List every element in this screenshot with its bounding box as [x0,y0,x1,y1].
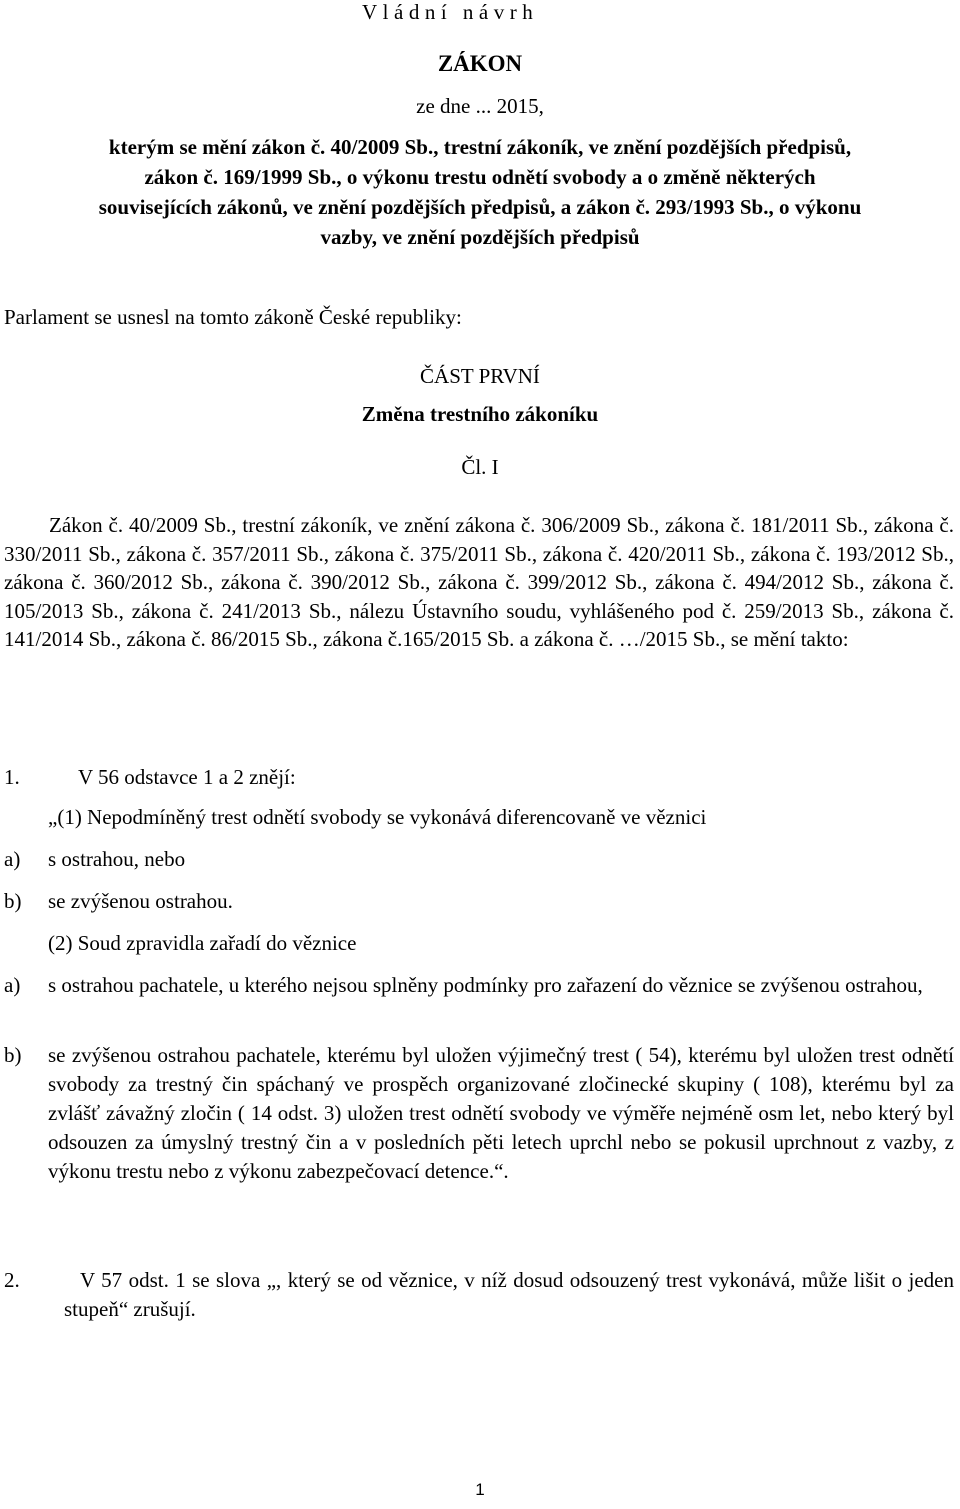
article-intro-paragraph: Zákon č. 40/2009 Sb., trestní zákoník, ve znění zákona č. 306/2009 Sb., zákona č. 181/2011 Sb., zákona č. 330/2011 Sb., zákona č. 357/2011 Sb., zákona č. 375/2011 Sb., zákona č. 420/2011 Sb., zákona č. 193/2012 Sb., zákona č. 360/2012 Sb., zákona č. 390/2012 Sb., zákona č. 399/2012 Sb., zákona č. 494/2012 Sb., zákona č. 105/2013 Sb., zákona č. 241/2013 Sb., nálezu Ústavního soudu, vyhlášeného pod č. 259/2013 Sb., zákona č. 141/2014 Sb., zákona č. 86/2015 Sb., zákona č.165/2015 Sb. a zákona č. …/2015 Sb., se mění takto: [4,513,954,651]
list-letter: a) [4,973,21,997]
enacting-clause: Parlament se usnesl na tomto zákoně České republiky: [4,305,462,329]
item-number: 1. [4,765,20,789]
document-label: Vládní návrh [362,0,539,24]
law-subject-line: kterým se mění zákon č. 40/2009 Sb., trestní zákoník, ve znění pozdějších předpisů, [108,135,852,159]
paragraph-1-intro: „(1) Nepodmíněný trest odnětí svobody se vykonává diferencovaně ve věznici [48,805,707,829]
list-item-text: s ostrahou, nebo [48,847,186,871]
list-item-text: s ostrahou pachatele, u kterého nejsou splněny podmínky pro zařazení do věznice se zvýšenou ostrahou, [48,973,923,997]
law-date: ze dne ... 2015, [416,94,544,118]
law-title: ZÁKON [437,51,523,76]
item-number: 2. [4,1268,20,1292]
item-text: V 57 odst. 1 se slova „, který se od věznice, v níž dosud odsouzený trest vykonává, může lišit o jeden stupeň“ zrušují. [64,1268,954,1321]
part-subtitle: Změna trestního zákoníku [361,402,599,426]
list-letter: a) [4,847,21,871]
page-number: 1 [475,1480,485,1499]
list-item-text: se zvýšenou ostrahou pachatele, kterému byl uložen výjimečný trest ( 54), kterému byl uložen trest odnětí svobody za trestný čin spáchaný ve prospěch organizované zločinecké skupiny ( 108), kterému byl za zvlášť závažný zločin ( 14 odst. 3) uložen trest odnětí svobody ve výměře nejméně osm let, nebo který byl odsouzen za úmyslný trestný čin a v posledních pěti letech uprchl nebo se pokusil uprchnout z vazby, z výkonu trestu nebo z výkonu zabezpečovací detence.“. [48,1043,954,1183]
list-letter: b) [4,1043,22,1067]
item-text: V 56 odstavce 1 a 2 znějí: [78,765,296,789]
law-subject-line: vazby, ve znění pozdějších předpisů [320,225,640,249]
part-title: ČÁST PRVNÍ [420,364,540,388]
list-item-text: se zvýšenou ostrahou. [48,889,233,913]
article-number: Čl. I [461,455,499,479]
paragraph-2-intro: (2) Soud zpravidla zařadí do věznice [48,931,357,955]
law-subject-line: zákon č. 169/1999 Sb., o výkonu trestu odnětí svobody a o změně některých [144,165,816,189]
list-letter: b) [4,889,22,913]
law-subject-line: souvisejících zákonů, ve znění pozdějších předpisů, a zákon č. 293/1993 Sb., o výkonu [98,195,862,219]
